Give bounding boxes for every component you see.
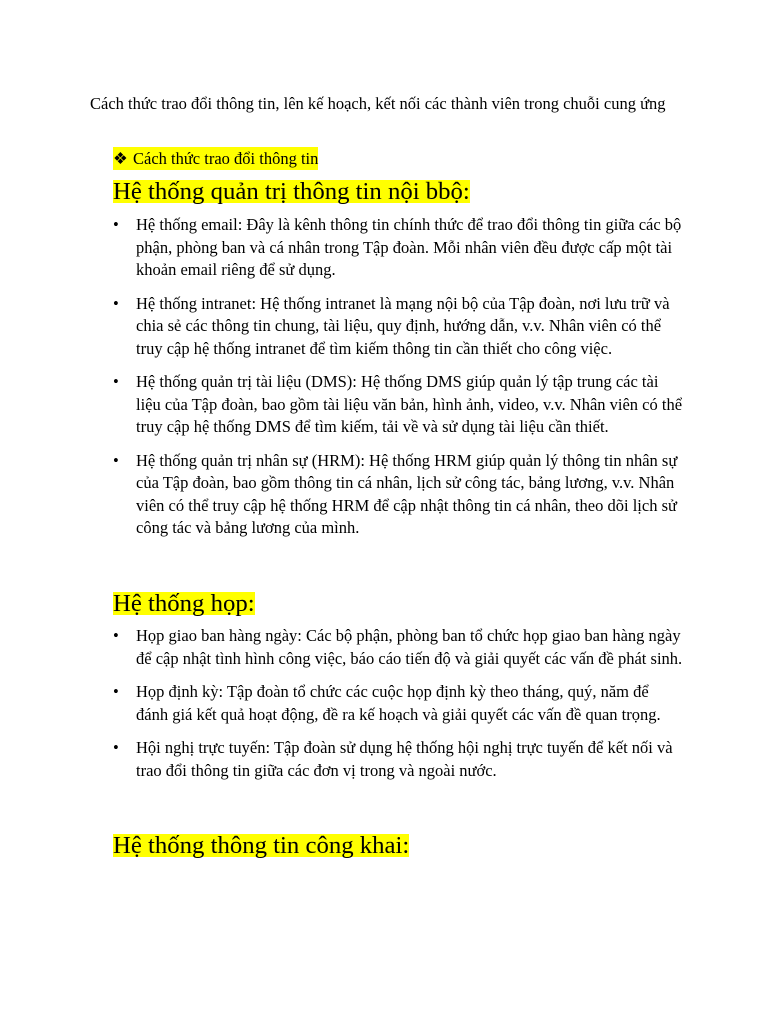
- subheading: [113, 147, 318, 170]
- list-item: [113, 371, 683, 439]
- meetings-list: [113, 625, 683, 782]
- section-heading-internal-info: Hệ thống quản trị thông tin nội bbộ:: [113, 178, 470, 205]
- list-item: [113, 293, 683, 361]
- list-item-text: Họp định kỳ: Tập đoàn tổ chức các cuộc họp định kỳ theo tháng, quý, năm để đánh giá kết quả hoạt động, đề ra kế hoạch và giải quyết các vấn đề quan trọng.: [136, 682, 661, 724]
- bullet-icon: •: [113, 372, 119, 391]
- internal-info-list: [113, 214, 683, 540]
- section-heading-meetings: Hệ thống họp:: [113, 590, 255, 617]
- bullet-icon: •: [113, 450, 119, 470]
- list-item: [113, 681, 683, 726]
- bullet-icon: •: [113, 215, 119, 234]
- list-item: [113, 450, 683, 540]
- list-item: [113, 214, 683, 282]
- list-item-text: Hệ thống intranet: Hệ thống intranet là mạng nội bộ của Tập đoàn, nơi lưu trữ và chia sẻ các thông tin chung, tài liệu, quy định, hướng dẫn, v.v. Nhân viên có thể truy cập hệ thống intranet để tìm kiếm thông tin cần thiết cho công việc.: [136, 293, 670, 358]
- bullet-icon: •: [113, 682, 119, 701]
- list-item: [113, 737, 683, 782]
- diamond-star-icon: ❖: [113, 149, 128, 168]
- list-item-text: Hệ thống email: Đây là kênh thông tin chính thức để trao đổi thông tin giữa các bộ phận, phòng ban và cá nhân trong Tập đoàn. Mỗi nhân viên đều được cấp một tài khoản email riêng để sử dụng.: [136, 215, 682, 279]
- bullet-icon: •: [113, 738, 119, 757]
- document-title: Cách thức trao đổi thông tin, lên kế hoạch, kết nối các thành viên trong chuỗi cung ứng: [90, 94, 666, 113]
- list-item-text: Hội nghị trực tuyến: Tập đoàn sử dụng hệ thống hội nghị trực tuyến để kết nối và trao đổi thông tin giữa các đơn vị trong và ngoài nước.: [136, 738, 673, 780]
- subheading-text: Cách thức trao đổi thông tin: [133, 149, 319, 168]
- section-heading-public-info: Hệ thống thông tin công khai:: [113, 832, 410, 859]
- list-item-text: Hệ thống quản trị tài liệu (DMS): Hệ thống DMS giúp quản lý tập trung các tài liệu của Tập đoàn, bao gồm tài liệu văn bản, hình ảnh, video, v.v. Nhân viên có thể truy cập hệ thống DMS để tìm kiếm, tải về và sử dụng tài liệu cần thiết.: [136, 372, 683, 436]
- list-item: [113, 625, 683, 670]
- list-item-text: Hệ thống quản trị nhân sự (HRM): Hệ thống HRM giúp quản lý thông tin nhân sự của Tập đoàn, bao gồm thông tin cá nhân, lịch sử công tác, bảng lương, v.v. Nhân viên có thể truy cập hệ thống HRM để cập nhật thông tin cá nhân, theo dõi lịch sử công tác và bảng lương của mình.: [136, 450, 678, 537]
- list-item-text: Họp giao ban hàng ngày: Các bộ phận, phòng ban tổ chức họp giao ban hàng ngày để cập nhật tình hình công việc, báo cáo tiến độ và giải quyết các vấn đề phát sinh.: [136, 626, 683, 668]
- bullet-icon: •: [113, 626, 119, 645]
- bullet-icon: •: [113, 293, 119, 313]
